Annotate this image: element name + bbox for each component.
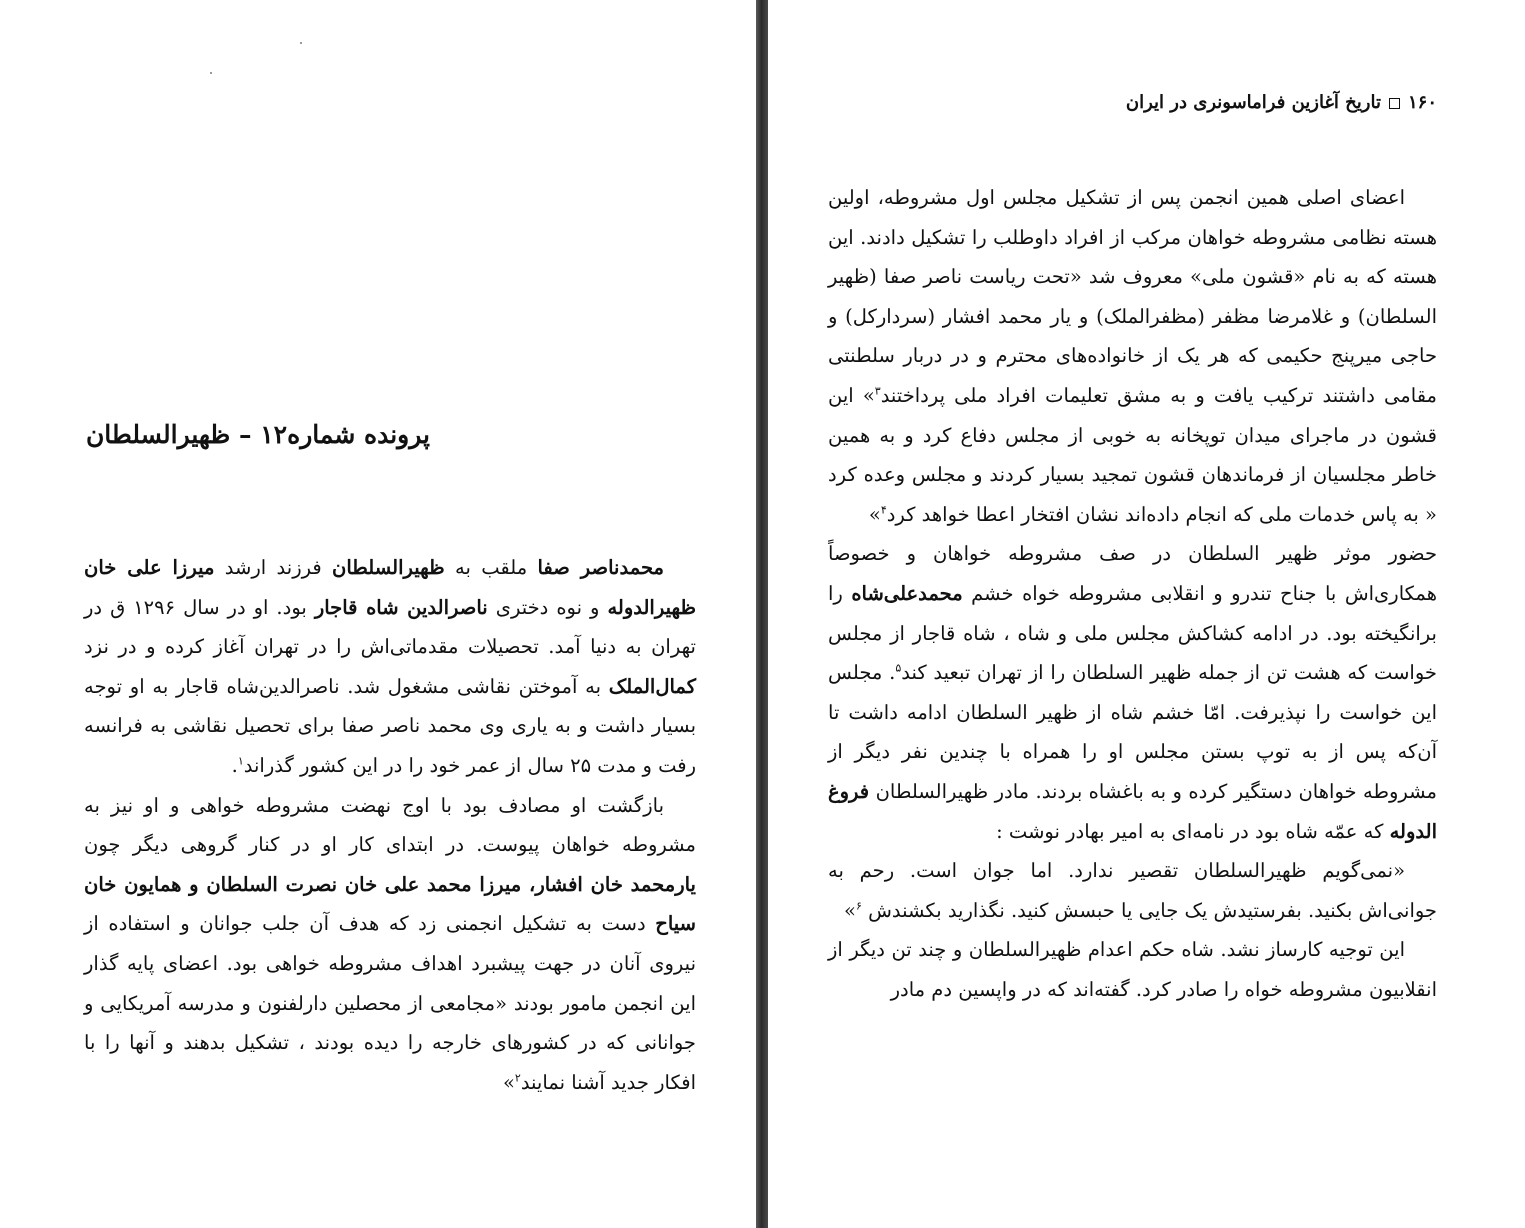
scan-speck [300,42,302,44]
paragraph: حضور موثر ظهیر السلطان در صف مشروطه خواهان و خصوصاً همکاری‌اش با جناح تندرو و انقلابی مشروطه خواه خشم محمدعلی‌شاه را برانگیخته بود. در ادامه کشاکش مجلس ملی و شاه ، شاه قاجار از مجلس خواست که هشت تن از جمله ظهیر السلطان را از تهران تبعید کند$^۵$. مجلس این خواست را نپذیرفت. امّا خشم شاه از ظهیر السلطان ادامه داشت تا آن‌که پس از به توپ بستن مجلس او را همراه با چندین نفر دیگر از مشروطه خواهان دستگیر کرده و به باغشاه بردند. مادر ظهیرالسلطان فروغ الدوله که عمّه شاه بود در نامه‌ای به امیر بهادر نوشت : [828,542,1437,843]
paragraph: این توجیه کارساز نشد. شاه حکم اعدام ظهیرالسلطان و چند تن دیگر از انقلابیون مشروطه خواه را صادر کرد. گفته‌اند که در واپسین دم مادر [828,938,1437,1001]
book-gutter [756,0,768,1228]
paragraph: «نمی‌گویم ظهیرالسلطان تقصیر ندارد. اما جوان است. رحم به جوانی‌اش بکنید. بفرستیدش یک جایی یا حبسش کنید. نگذارید بکشندش $^۶$» [828,859,1437,922]
footnote-marker: ۲ [514,1071,521,1085]
running-head [1126,92,1437,113]
book-title: تاریخ آغازین فراماسونری در ایران [1125,92,1381,113]
bold-name: میرزا علی خان ظهیرالدوله [84,556,696,619]
bold-name: فروغ الدوله [828,779,1437,843]
left-body-text [84,548,696,1102]
right-body-text [828,178,1437,1009]
page-number: ١۶٠ [1407,92,1437,113]
paragraph: محمدناصر صفا ملقب به ظهیرالسلطان فرزند ارشد میرزا علی خان ظهیرالدوله و نوه دختری ناصرالدین شاه قاجار بود. او در سال ۱۲۹۶ ق در تهران به دنیا آمد. تحصیلات مقدماتی‌اش را در تهران آغاز کرده و در نزد کمال‌الملک به آموختن نقاشی مشغول شد. ناصرالدین‌شاه قاجار به او توجه بسیار داشت و به یاری وی محمد ناصر صفا برای تحصیل نقاشی به فرانسه رفت و مدت ۲۵ سال از عمر خود را در این کشور گذراند$^۱$. [84,556,696,777]
scan-speck [210,72,212,74]
right-page [768,0,1525,1228]
footnote-marker: ۱ [237,754,244,768]
footnote-marker: ۳ [874,384,881,398]
square-ornament-icon [1389,98,1400,109]
bold-name: کمال‌الملک [608,674,696,698]
bold-name: محمدناصر صفا [537,556,665,579]
paragraph: اعضای اصلی همین انجمن پس از تشکیل مجلس اول مشروطه، اولین هسته نظامی مشروطه خواهان مرکب از افراد داوطلب را تشکیل دادند. این هسته که به نام «قشون ملی» معروف شد «تحت ریاست ناصر صفا (ظهیر السلطان) و غلامرضا مظفر (مظفرالملک) و یار محمد افشار (سردارکل) و حاجی میرپنج حکیمی که هر یک از خانواده‌های محترم و در دربار سلطنتی مقامی داشتند ترکیب یافت و به مشق تعلیمات افراد ملی پرداختند$^۳$» این قشون در ماجرای میدان توپخانه به خوبی از مجلس دفاع کرد و به همین خاطر مجلسیان از فرماندهان قشون تمجید بسیار کردند و مجلس وعده کرد « به پاس خدمات ملی که انجام داده‌اند نشان افتخار اعطا خواهد کرد$^۴$» [828,186,1438,526]
footnote-marker: ۶ [855,899,862,913]
footnote-marker: ۴ [880,503,887,517]
bold-name: ناصرالدین شاه قاجار [314,595,488,619]
bold-name: یارمحمد خان افشار، میرزا محمد علی خان نصرت السلطان و همایون خان سیاح [84,872,696,936]
left-page [0,0,756,1228]
footnote-marker: ۵ [895,661,902,675]
paragraph: بازگشت او مصادف بود با اوج نهضت مشروطه خواهی و او نیز به مشروطه خواهان پیوست. در ابتدای کار او در کنار گروهی دیگر چون یارمحمد خان افشار، میرزا محمد علی خان نصرت السلطان و همایون خان سیاح دست به تشکیل انجمنی زد که هدف آن جلب جوانان و استفاده از نیروی آنان در جهت پیشبرد اهداف مشروطه خواهی بود. اعضای پایه گذار این انجمن مامور بودند «مجامعی از محصلین دارلفنون و مدرسه آمریکایی و جوانانی که در کشورهای خارجه را دیده بودند ، تشکیل بدهند و آنها را با افکار جدید آشنا نمایند$^۲$» [84,793,696,1094]
bold-name: ظهیرالسلطان [332,556,445,579]
bold-name: محمدعلی‌شاه [851,581,963,605]
chapter-title: پرونده شماره۱۲ – ظهیرالسلطان [85,420,430,449]
